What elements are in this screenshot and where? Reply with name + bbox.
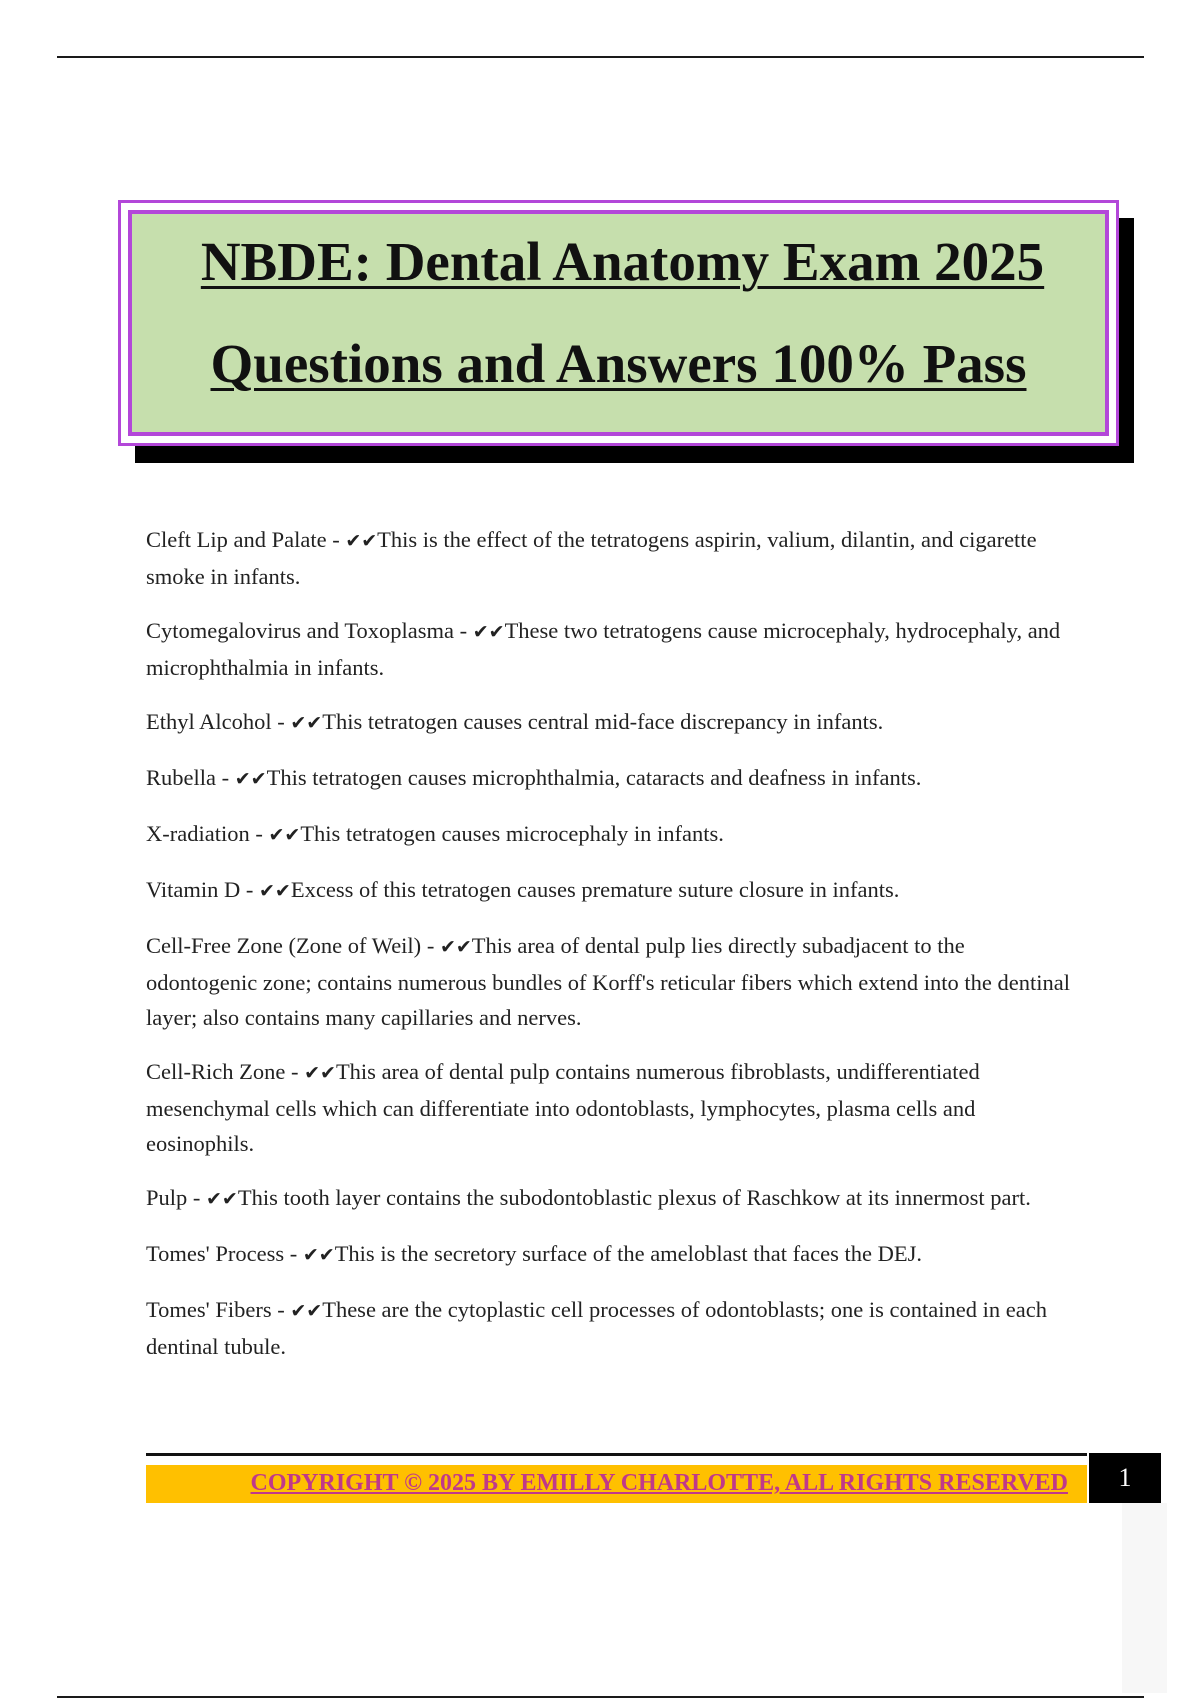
- qa-term: Cell-Free Zone (Zone of Weil): [146, 933, 422, 958]
- qa-item: Pulp - ✔✔This tooth layer contains the subodontoblastic plexus of Raschkow at its innermost part.: [146, 1185, 1031, 1210]
- page-number: 1: [1089, 1453, 1161, 1503]
- qa-term: Cytomegalovirus and Toxoplasma: [146, 618, 454, 643]
- qa-answer: This area of dental pulp contains numerous fibroblasts, undifferentiated mesenchymal cells which can differentiate into odontoblasts, lymphocytes, plasma cells and eosinophils.: [146, 1059, 980, 1156]
- checkmarks-icon: ✔✔: [439, 936, 472, 958]
- qa-answer: This is the secretory surface of the ameloblast that faces the DEJ.: [334, 1241, 922, 1266]
- qa-term: X-radiation: [146, 821, 250, 846]
- qa-list: [146, 522, 1076, 1383]
- checkmarks-icon: ✔✔: [206, 1188, 238, 1210]
- qa-term: Cleft Lip and Palate: [146, 527, 327, 552]
- qa-term: Tomes' Fibers: [146, 1297, 272, 1322]
- checkmarks-icon: ✔✔: [302, 1244, 335, 1266]
- checkmarks-icon: ✔✔: [345, 530, 378, 552]
- document-title-line-1: NBDE: Dental Anatomy Exam 2025: [200, 231, 1045, 292]
- qa-answer: These two tetratogens cause microcephaly, hydrocephaly, and microphthalmia in infants.: [146, 618, 1061, 680]
- qa-term: Cell-Rich Zone: [146, 1059, 286, 1084]
- qa-term: Ethyl Alcohol: [146, 709, 272, 734]
- qa-term: Tomes' Process: [146, 1241, 285, 1266]
- qa-answer: This tooth layer contains the subodontoblastic plexus of Raschkow at its innermost part.: [237, 1185, 1031, 1210]
- checkmarks-icon: ✔✔: [268, 824, 301, 846]
- checkmarks-icon: ✔✔: [290, 712, 323, 734]
- qa-term: Pulp: [146, 1185, 188, 1210]
- qa-answer: Excess of this tetratogen causes premature suture closure in infants.: [290, 877, 900, 902]
- qa-item: Cleft Lip and Palate - ✔✔This is the effect of the tetratogens aspirin, valium, dilantin, and cigarette smoke in infants.: [146, 527, 1037, 589]
- top-rule: [57, 56, 1144, 58]
- qa-item: Cell-Free Zone (Zone of Weil) - ✔✔This area of dental pulp lies directly subadjacent to the odontogenic zone; contains numerous bundles of Korff's reticular fibers which extend into the dentinal layer; also contains many capillaries and nerves.: [146, 933, 1071, 1030]
- qa-answer: This tetratogen causes microcephaly in infants.: [300, 821, 724, 846]
- qa-item: Tomes' Fibers - ✔✔These are the cytoplastic cell processes of odontoblasts; one is contained in each dentinal tubule.: [146, 1297, 1047, 1359]
- qa-term: Rubella: [146, 765, 216, 790]
- qa-item: Vitamin D - ✔✔Excess of this tetratogen causes premature suture closure in infants.: [146, 877, 900, 902]
- title-box: [118, 200, 1119, 446]
- qa-answer: These are the cytoplastic cell processes of odontoblasts; one is contained in each dentinal tubule.: [146, 1297, 1047, 1359]
- qa-answer: This is the effect of the tetratogens aspirin, valium, dilantin, and cigarette smoke in infants.: [146, 527, 1037, 589]
- qa-item: Cytomegalovirus and Toxoplasma - ✔✔These two tetratogens cause microcephaly, hydrocephaly, and microphthalmia in infants.: [146, 618, 1061, 680]
- title-box-inner: [128, 210, 1109, 436]
- checkmarks-icon: ✔✔: [472, 621, 505, 643]
- qa-answer: This area of dental pulp lies directly subadjacent to the odontogenic zone; contains numerous bundles of Korff's reticular fibers which extend into the dentinal layer; also contains many capillaries and nerves.: [146, 933, 1071, 1030]
- qa-term: Vitamin D: [146, 877, 241, 902]
- qa-item: Tomes' Process - ✔✔This is the secretory surface of the ameloblast that faces the DEJ.: [146, 1241, 922, 1266]
- footer-rule: [146, 1453, 1087, 1456]
- qa-item: X-radiation - ✔✔This tetratogen causes microcephaly in infants.: [146, 821, 724, 846]
- checkmarks-icon: ✔✔: [259, 880, 291, 902]
- checkmarks-icon: ✔✔: [234, 768, 267, 790]
- qa-answer: This tetratogen causes microphthalmia, cataracts and deafness in infants.: [266, 765, 922, 790]
- checkmarks-icon: ✔✔: [290, 1300, 323, 1322]
- qa-answer: This tetratogen causes central mid-face discrepancy in infants.: [322, 709, 884, 734]
- footer-bar: [146, 1465, 1087, 1503]
- copyright-notice: COPYRIGHT © 2025 BY EMILLY CHARLOTTE, ALL RIGHTS RESERVED: [250, 1470, 1068, 1496]
- qa-item: Rubella - ✔✔This tetratogen causes microphthalmia, cataracts and deafness in infants.: [146, 765, 922, 790]
- qa-item: Cell-Rich Zone - ✔✔This area of dental pulp contains numerous fibroblasts, undifferentiated mesenchymal cells which can differentiate into odontoblasts, lymphocytes, plasma cells and eosinophils.: [146, 1059, 980, 1156]
- checkmarks-icon: ✔✔: [304, 1062, 336, 1084]
- document-title-line-2: Questions and Answers 100% Pass: [210, 333, 1027, 394]
- page-edge-shade: [1122, 1503, 1167, 1693]
- qa-item: Ethyl Alcohol - ✔✔This tetratogen causes central mid-face discrepancy in infants.: [146, 709, 884, 734]
- bottom-rule: [57, 1696, 1144, 1698]
